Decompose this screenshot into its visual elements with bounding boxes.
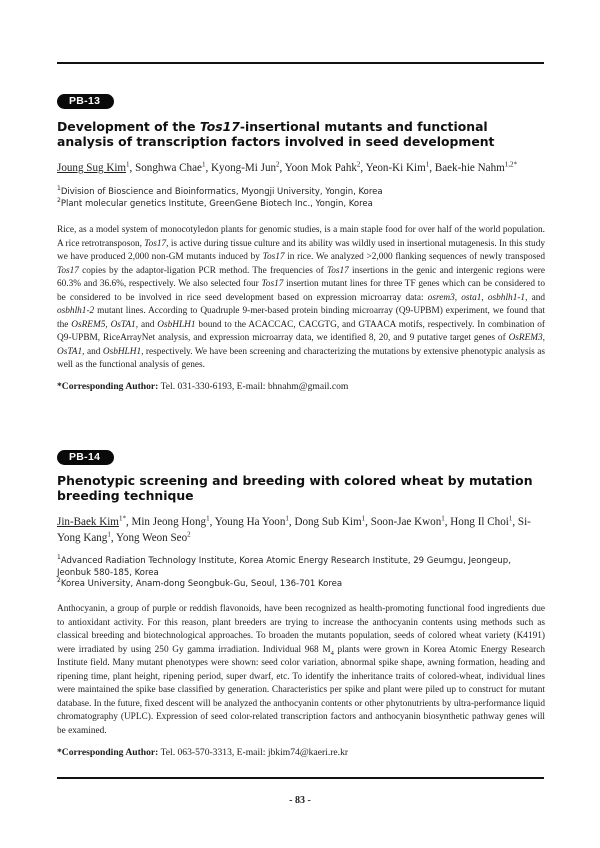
author-name: Yeon-Ki Kim [365,162,426,174]
author-name: Yoon Mok Pahk [284,162,357,174]
abstract-text: and [84,346,103,357]
abstract-text: respectively. We have been screening and characterizing the mutations by extensive phenotypic analysis as well as the functional analysis of genes. [57,346,545,370]
author-name: Min Jeong Hong [131,516,207,528]
abstract-italic-term: Tos17, [144,238,169,249]
abstract-italic-term: Tos17 [261,279,284,289]
author-list: Joung Sug Kim$^1$, Songhwa Chae$^1$, Kyong-Mi Jun$^2$, Yoon Mok Pahk$^2$, Yeon-Ki Kim$^1$, Baek-hie Nahm$^{1,2*}$ [57,160,517,174]
affiliation-text: Plant molecular genetics Institute, GreenGene Biotech Inc., Yongin, Korea [60,198,373,209]
abstract-text: insertions in the genic and intergenic regions were 60.3% and 36.6%, respectively. We also selected four [57,265,545,289]
author-affiliation-mark: 1 [285,514,289,523]
top-rule [57,62,544,64]
corresponding-label: *Corresponding Author: [57,381,159,392]
author-list: Jin-Baek Kim$^{1*}$, Min Jeong Hong$^1$, Young Ha Yoon$^1$, Dong Sub Kim$^1$, Soon-Jae Kwon$^1$, Hong Il Choi$^1$, Si-Yong Kang$^1$, Yong Weon Seo$^2$ [57,514,531,544]
abstract-text: plants were grown in Korea Atomic Energy Research Institute field. Many mutant phenotypes were shown: seed color variation, abnormal spike shape, awning formation, heading and ripening time, plant height, ripening period, super dwarf, etc. To identify the inheritance traits of colored-wheat, individual lines were maintained the spike base classified by generation. Characteristics per spike and plant were piled up to construct for mutant database. In the future, fixed descent will be analyzed the anthocyanin contents or other phytonutrients by ultra-performance liquid chromatography (UPLC). Expression of seed color-related transcription factors and anthocyanin biosynthetic pathway genes will be examined. [57,644,545,736]
author-name: Si-Yong Kang [57,516,531,544]
corresponding-contact: Tel. 031-330-6193, E-mail: bhnahm@gmail.com [158,381,349,392]
author-affiliation-mark: 1* [118,514,126,523]
affiliation-text: Advanced Radiation Technology Institute, Korea Atomic Energy Research Institute, 29 Geumgu, Jeongeup, Jeonbuk 580-185, Korea [57,556,511,578]
abstract-text: mutant lines. According to Quadruple 9-mer-based protein binding microarray (Q9-UPBM) experiment, we found that the [57,306,545,330]
author-name: Baek-hie Nahm [434,162,505,174]
abstract-text: in rice. We analyzed >2,000 flanking sequences of newly transposed [284,252,545,262]
author-affiliation-mark: 2 [356,160,361,169]
affiliation-list [57,187,547,210]
abstract-title [57,473,547,503]
abstract-italic-term: Tos17 [326,265,349,276]
corresponding-author [57,746,547,759]
author-name: Kyong-Mi Jun [211,162,277,174]
author-affiliation-mark: 1 [107,530,111,539]
abstract-italic-term: OsbHLH1 [157,319,196,330]
title-text-cont: -insertional mutants and functional analysis of transcription factors involved in seed development [57,119,495,149]
author-affiliation-mark: 2 [187,530,191,539]
author-name: Dong Sub Kim [294,516,362,528]
abstract-text: Anthocyanin, a group of purple or reddish flavonoids, have been recognized as health-promoting functional food ingredients due to antioxidant activity. For this reason, plant breeders are trying to increase the anthocyanin contents using methods such as classical breeding and biotechnological approaches. To broaden the mutants population, seeds of colored wheat variety (K4191) were irradiated by using 250 Gy gamma irradiation. Individual 968 M [57,604,545,655]
author-name: Joung Sug Kim [57,162,127,174]
abstract-italic-term: OsbHLH1, [102,346,144,357]
abstract-body [57,603,545,738]
corresponding-contact: Tel. 063-570-3313, E-mail: jbkim74@kaeri.re.kr [158,747,349,758]
abstract-body [57,224,545,373]
author-affiliation-mark: 1 [201,160,206,169]
author-name: Soon-Jae Kwon [370,516,442,528]
abstract-italic-term: OsREM3, OsTA1, [57,333,545,357]
abstract-text: bound to the ACACCAC, CACGTG, and GTAACA motifs, respectively. In combination of Q9-UPBM, RiceArrayNet analysis, and expression microarray data, we identified 8, 20, and 9 putative target genes of [57,319,546,343]
corresponding-label: *Corresponding Author: [57,747,159,758]
author-affiliation-mark: 1 [425,160,430,169]
abstract-text: is active during tissue culture and its ability was wildly used in insertional mutagenesis. In this study we have produced 2,000 non-GM mutants induced by [57,238,545,262]
author-affiliation-mark: 1,2* [504,160,517,169]
author-affiliation-mark: 1 [206,514,210,523]
author-affiliation-mark: 1 [441,514,445,523]
abstract-italic-term: OsREM5, OsTA1, [71,319,139,330]
author-affiliation-mark: 1 [126,160,130,169]
title-text: Development of the [57,119,200,134]
affiliation-item [57,579,547,591]
abstract-italic-term: Tos17 [57,265,79,276]
author-affiliation-mark: 1 [361,514,366,523]
author-affiliation-mark: 1 [508,514,513,523]
abstract-text: 4 [330,649,334,657]
affiliation-list [57,556,547,591]
abstract-text: and [138,319,158,330]
abstract-code-badge: PB-14 [57,450,114,465]
author-name: Yong Weon Seo [116,532,188,544]
affiliation-mark: 2 [57,196,61,204]
abstract-italic-term: osrem3, osta1, osbhlh1-1, [427,292,528,303]
abstract-text: Rice, as a model system of monocotyledon plants for genomic studies, is a main staple food for over half of the world population. A rice retrotransposon, [57,225,545,249]
affiliation-mark: 1 [57,185,61,193]
abstract-text: insertion mutant lines for three TF genes which can be considered to be considered to be involved in rice seed development based on expression microarray data: [57,279,545,303]
author-name: Young Ha Yoon [214,516,286,528]
affiliation-text: Korea University, Anam-dong Seongbuk-Gu, Seoul, 136-701 Korea [60,579,343,589]
abstract-code-badge: PB-13 [57,94,114,109]
abstract-italic-term: Tos17 [262,252,285,262]
abstract-text: and [527,292,546,303]
author-name: Jin-Baek Kim [57,516,119,528]
corresponding-author [57,380,547,393]
abstract-italic-term: osbhlh1-2 [57,306,95,316]
affiliation-item [57,196,547,211]
affiliation-item [57,556,547,579]
page-number: - 83 - [289,795,311,806]
affiliation-item [57,187,547,199]
abstract-title [57,119,547,149]
author-affiliation-mark: 2 [276,160,280,169]
author-name: Songhwa Chae [135,162,202,174]
author-name: Hong Il Choi [450,516,509,528]
title-text: Phenotypic screening and breeding with colored wheat by mutation breeding technique [57,473,533,503]
affiliation-mark: 1 [57,554,61,562]
title-italic-text: Tos17 [199,119,240,134]
bottom-rule [57,777,544,779]
affiliation-mark: 2 [57,577,61,585]
affiliation-text: Division of Bioscience and Bioinformatics, Myongji University, Yongin, Korea [60,187,383,197]
abstract-text: copies by the adaptor-ligation PCR method. The frequencies of [78,265,327,276]
